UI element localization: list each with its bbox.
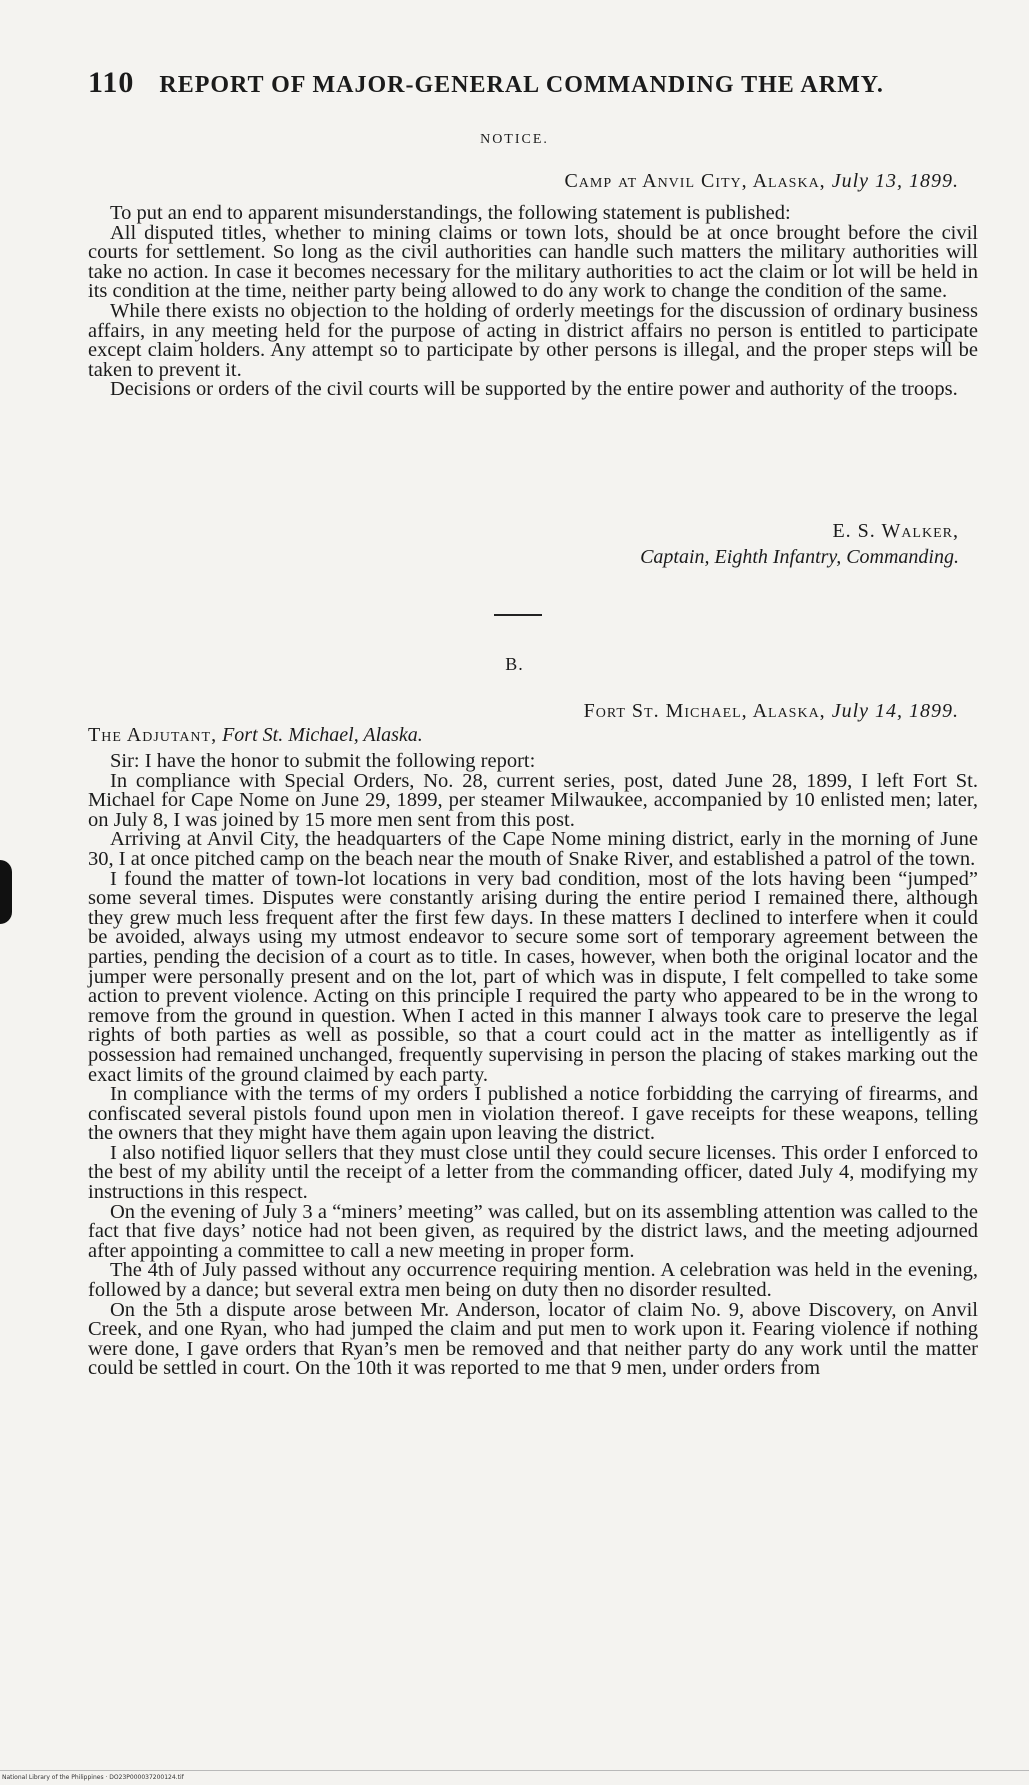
report-paragraph: On the 5th a dispute arose between Mr. Anderson, locator of claim No. 9, above Discovery, on Anvil Creek, and one Ryan, who had jumped the claim and put men to work upon it. Fearing violence if nothing were done, I gave orders that Ryan’s men be removed and that neither party do any work until the matter could be settled in court. On the 10th it was reported to me that 9 men, under orders from (88, 1298, 978, 1380)
report-paragraph: Arriving at Anvil City, the headquarters of the Cape Nome mining district, early in the morning of June 30, I at once pitched camp on the beach near the mouth of Snake River, and established a patrol of the town. (88, 828, 978, 870)
notice-paragraph: All disputed titles, whether to mining claims or town lots, should be at once brought before the civil courts for settlement. So long as the civil authorities can handle such matters the military authorities will take no action. In case it becomes necessary for the military authorities to act the claim or lot will be held in its condition at the time, neither party being allowed to do any work to change the condition of the same. (88, 221, 978, 303)
notice-dateline (564, 170, 959, 193)
notice-signature-title: Captain, Eighth Infantry, Commanding. (640, 546, 959, 568)
section-b-dateline-place: Fort St. Michael, Alaska, (583, 700, 826, 722)
notice-dateline-date: July 13, 1899. (831, 170, 959, 192)
notice-body (88, 204, 978, 400)
addressee (88, 724, 423, 747)
section-b-label: B. (505, 654, 524, 674)
addressee-place: Fort St. Michael, Alaska. (222, 724, 423, 746)
report-paragraph: I also notified liquor sellers that they must close until they could secure licenses. This order I enforced to the best of my ability until the receipt of a letter from the commanding officer, dated July 4, modifying my instructions in this respect. (88, 1141, 978, 1204)
report-paragraph: I found the matter of town-lot locations in very bad condition, most of the lots having been “jumped” some several times. Disputes were constantly arising during the entire period I remained there, although they grew much less frequent after the first few days. In these matters I declined to interfere when it could be avoided, always using my utmost endeavor to secure some sort of temporary agreement between the parties, pending the decision of a court as to title. In cases, however, when both the original locator and the jumper were personally present and on the lot, part of which was in dispute, I felt compelled to take some action to prevent violence. Acting on this principle I required the party who appeared to be in the wrong to remove from the ground in question. When I acted in this manner I always took care to preserve the legal rights of both parties as well as possible, so that a court could act in the matter as intelligently as if possession had remained unchanged, frequently supervising in person the placing of stakes marking out the exact limits of the ground claimed by each party. (88, 867, 978, 1086)
footer-rule (0, 1770, 1029, 1771)
addressee-title: The Adjutant, (88, 724, 218, 746)
report-paragraph: Sir: I have the honor to submit the following report: (110, 750, 536, 772)
notice-paragraph: While there exists no objection to the holding of orderly meetings for the discussion of ordinary business affairs, in any meeting held for the purpose of acting in district affairs no person is entitled to participate except claim holders. Any attempt so to participate by other persons is illegal, and the proper steps will be taken to prevent it. (88, 299, 978, 381)
running-title: REPORT OF MAJOR-GENERAL COMMANDING THE ARMY. (159, 72, 884, 98)
notice-paragraph: Decisions or orders of the civil courts will be supported by the entire power and authority of the troops. (110, 378, 958, 401)
notice-heading: NOTICE. (480, 132, 549, 147)
report-paragraph: The 4th of July passed without any occurrence requiring mention. A celebration was held in the evening, followed by a dance; but several extra men being on duty then no disorder resulted. (88, 1259, 978, 1302)
notice-signature-name: E. S. Walker, (832, 520, 959, 542)
section-b-dateline (584, 700, 959, 723)
notice-paragraph: To put an end to apparent misunderstandings, the following statement is published: (110, 202, 791, 224)
report-paragraph: In compliance with the terms of my orders I published a notice forbidding the carrying of firearms, and confiscated several pistols found upon men in violation thereof. I gave receipts for these weapons, telling the owners that they might have them again upon leaving the district. (88, 1083, 978, 1145)
report-paragraph: On the evening of July 3 a “miners’ meeting” was called, but on its assembling attention was called to the fact that five days’ notice had not been given, as required by the district laws, and the meeting adjourned after appointing a committee to call a new meeting in proper form. (88, 1200, 978, 1262)
section-divider (494, 614, 542, 616)
scan-edge-mark (0, 860, 12, 924)
page-number: 110 (88, 66, 135, 99)
report-body (88, 752, 978, 1379)
section-b-dateline-date: July 14, 1899. (831, 700, 959, 722)
running-header (88, 66, 958, 100)
notice-dateline-place: Camp at Anvil City, Alaska, (564, 170, 826, 192)
scan-footer: National Library of the Philippines · DO23P000037200124.tif (2, 1774, 184, 1781)
report-paragraph: In compliance with Special Orders, No. 28, current series, post, dated June 28, 1899, I left Fort St. Michael for Cape Nome on June 29, 1899, per steamer Milwaukee, accompanied by 10 enlisted men; later, on July 8, I was joined by 15 more men sent from this post. (88, 769, 978, 831)
